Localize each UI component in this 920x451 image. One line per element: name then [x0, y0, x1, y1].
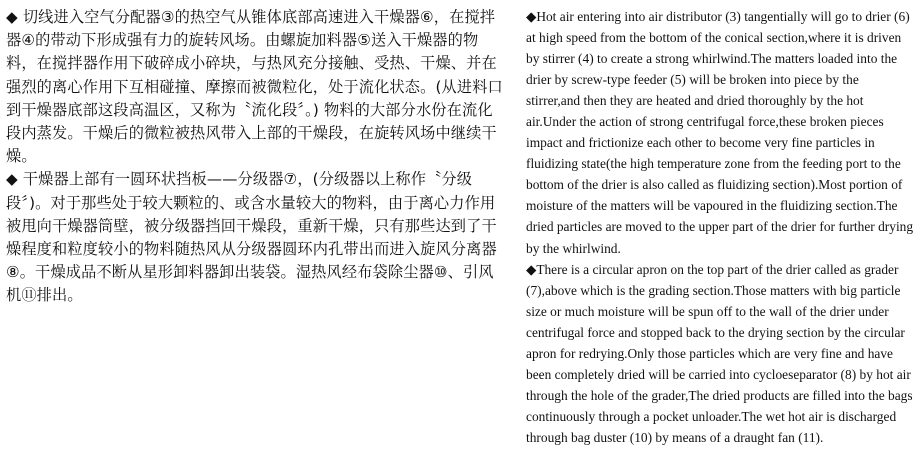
diamond-bullet-icon: ◆ — [526, 9, 537, 24]
chinese-paragraph-1-text: 切线进入空气分配器③的热空气从锥体底部高速进入干燥器⑥，在搅拌器④的带动下形成强有力的旋转风场。由螺旋加料器⑤送入干燥器的物料，在搅拌器作用下破碎成小碎块，与热风充分接触、受热、干燥、并在强烈的离心作用下互相碰撞、摩擦而被微粒化，处于流化状态。(从进料口到干燥器底部这段高温区，又称为〝流化段〞。) 物料的大部分水份在流化段内蒸发。干燥后的微粒被热风带入上部的干燥段，在旋转风场中继续干燥。 — [6, 8, 503, 166]
diamond-bullet-icon: ◆ — [526, 261, 537, 277]
english-paragraph-2-text: There is a circular apron on the top part of the drier called as grader (7),above which is the grading section.Those matters with big particle size or much moisture will be spun off to the wall of the drier under centrifugal force and stopped back to the drying section by the circular apron for redrying.Only those particles which are very fine and have been completely dried will be carried into cycloeseparator (8) by hot air through the hole of the grader,The dried products are filled into the bags continuously through a pocket unloader.The wet hot air is discharged through bag duster (10) by means of a draught fan (11). — [526, 261, 913, 445]
chinese-paragraph-1 — [6, 6, 504, 168]
english-paragraph-2 — [526, 259, 914, 448]
english-paragraph-1-text: Hot air entering into air distributor (3) tangentially will go to drier (6) at high speed from the bottom of the conical section,where it is driven by stirrer (4) to create a strong whirlwind.The matters loaded into the drier by screw-type feeder (5) will be broken into piece by the stirrer,and then they are heated and dried thoroughly by the hot air.Under the action of strong centrifugal force,these broken pieces impact and frictionize each other to become very fine particles in fluidizing state(the high temperature zone from the feeding port to the bottom of the drier is also called as fluidizing section).Most portion of moisture of the matters will be vapoured in the fluidizing section.The dried particles are moved to the upper part of the drier for further drying by the whirlwind. — [526, 9, 914, 256]
chinese-paragraph-2-text: 干燥器上部有一圆环状挡板——分级器⑦，(分级器以上称作〝分级段〞)。对于那些处于较大颗粒的、或含水量较大的物料，由于离心力作用被甩向干燥器筒壁，被分级器挡回干燥段，重新干燥，只有那些达到了干燥程度和粒度较小的物料随热风从分级器圆环内孔带出而进入旋风分离器⑧。干燥成品不断从星形卸料器卸出装袋。湿热风经布袋除尘器⑩、引风机⑪排出。 — [6, 170, 497, 305]
diamond-bullet-icon: ◆ — [6, 170, 23, 189]
chinese-description-column — [6, 6, 504, 308]
diamond-bullet-icon: ◆ — [6, 8, 23, 26]
english-paragraph-1 — [526, 6, 914, 259]
chinese-paragraph-2 — [6, 168, 504, 307]
english-description-column — [526, 6, 914, 448]
